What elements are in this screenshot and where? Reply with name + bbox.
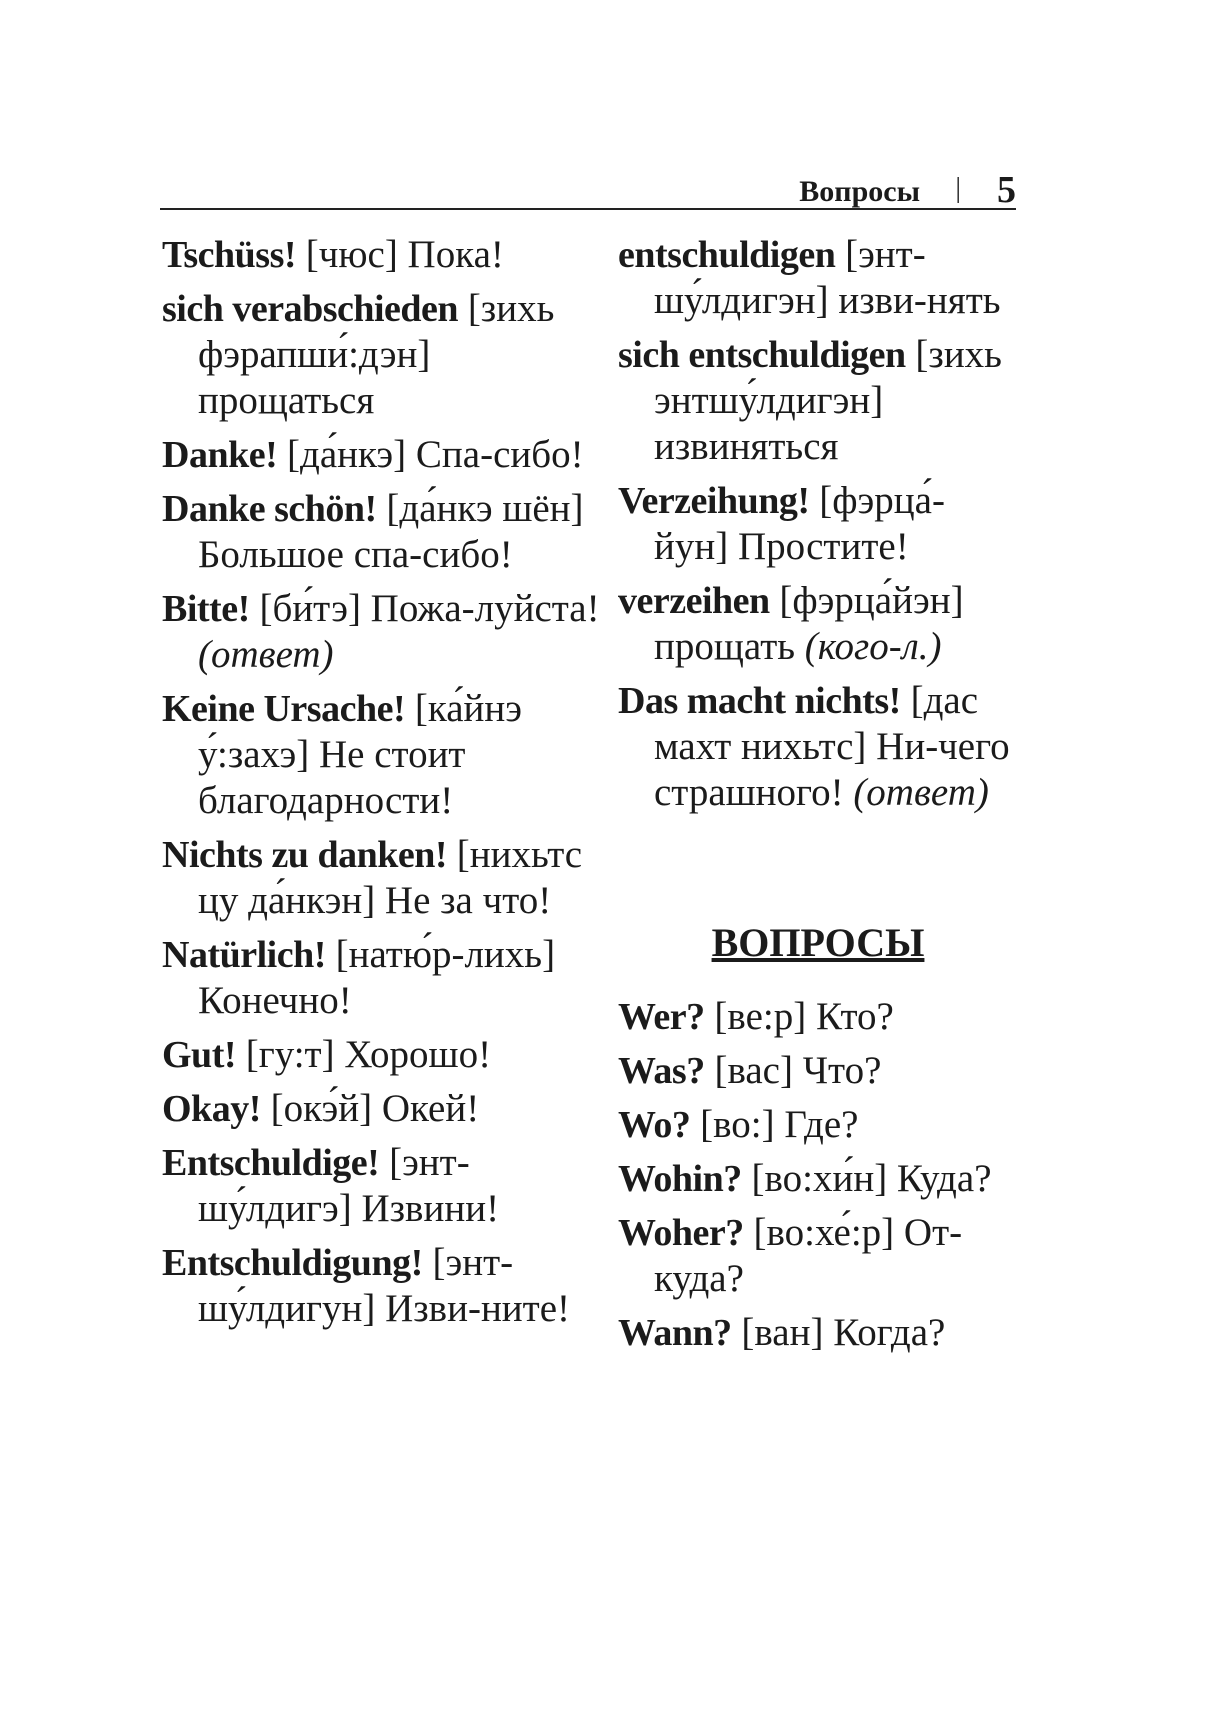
german-term: Wo? [618,1104,691,1146]
german-term: entschuldigen [618,234,836,276]
translation: [да́нкэ шён] Большое спа-сибо! [198,487,584,576]
translation: [зихь фэрапши́:дэн] прощаться [198,287,555,422]
german-term: sich verabschieden [162,288,459,330]
translation: [ве:р] Кто? [704,995,894,1038]
translation: [энт-шу́лдигэ] Извини! [198,1141,500,1230]
running-header [160,168,1016,210]
questions-heading: ВОПРОСЫ [711,920,925,965]
entry-gut [162,1032,602,1078]
usage-note: (ответ) [853,771,989,814]
entry-das-macht-nichts [618,678,1018,816]
translation: [фэрца́-йун] Простите! [654,479,945,568]
german-term: Wohin? [618,1158,742,1200]
german-term: Danke! [162,434,278,476]
german-term: Tschüss! [162,234,297,276]
translation: [энт-шу́лдигун] Изви-ните! [198,1241,571,1330]
translation: [натю́р-лихь] Конечно! [198,933,556,1022]
german-term: Bitte! [162,588,250,630]
entry-wann [618,1310,1018,1356]
header-separator: | [955,173,961,204]
translation: [би́тэ] Пожа-луйста! [249,587,600,630]
entry-okay [162,1086,602,1132]
translation: [да́нкэ] Спа-сибо! [277,433,584,476]
entry-wer [618,994,1018,1040]
german-term: Wann? [618,1312,732,1354]
page-number: 5 [997,169,1016,211]
german-term: Danke schön! [162,488,377,530]
translation: [во:] Где? [690,1103,859,1146]
entry-entschuldigen [618,232,1018,324]
right-column [618,232,1018,1364]
german-term: Gut! [162,1034,236,1076]
entry-sich-verabschieden [162,286,602,424]
usage-note: (ответ) [198,633,334,676]
entry-woher [618,1210,1018,1302]
entry-tschuess [162,232,602,278]
german-term: Wer? [618,996,705,1038]
german-term: sich entschuldigen [618,334,906,376]
usage-note: (кого-л.) [804,625,942,668]
translation: [дас махт нихьтс] Ни-чего страшного! [654,679,1010,814]
german-term: Entschuldige! [162,1142,380,1184]
translation: [вас] Что? [704,1049,882,1092]
left-column [162,232,602,1340]
translation: [нихьтс цу да́нкэн] Не за что! [198,833,583,922]
translation: [энт-шу́лдигэн] изви-нять [654,233,1001,322]
german-term: Verzeihung! [618,480,810,522]
entry-nichts-zu-danken [162,832,602,924]
translation: [фэрца́йэн] прощать [654,579,964,668]
entry-was [618,1048,1018,1094]
german-term: Keine Ursache! [162,688,406,730]
entry-verzeihung [618,478,1018,570]
german-term: Natürlich! [162,934,326,976]
german-term: Entschuldigung! [162,1242,423,1284]
german-term: Was? [618,1050,705,1092]
entry-wohin [618,1156,1018,1202]
entry-entschuldigung [162,1240,602,1332]
german-term: Nichts zu danken! [162,834,447,876]
entry-entschuldige [162,1140,602,1232]
translation: [во:хе́:р] От-куда? [654,1211,963,1300]
german-term: verzeihen [618,580,770,622]
german-term: Okay! [162,1088,261,1130]
translation: [окэ́й] Окей! [260,1087,480,1130]
entry-bitte [162,586,602,678]
entry-keine-ursache [162,686,602,824]
translation: [ван] Когда? [731,1311,946,1354]
entry-danke-schoen [162,486,602,578]
translation: [ка́йнэ у́:захэ] Не стоит благодарности! [198,687,522,822]
translation: [зихь энтшу́лдигэн] извиняться [654,333,1002,468]
german-term: Das macht nichts! [618,680,901,722]
translation: [во:хи́н] Куда? [741,1157,992,1200]
entry-natuerlich [162,932,602,1024]
entry-verzeihen [618,578,1018,670]
running-section-title: Вопросы [799,175,920,208]
entry-sich-entschuldigen [618,332,1018,470]
translation: [чюс] Пока! [296,233,504,276]
german-term: Woher? [618,1212,744,1254]
entry-danke [162,432,602,478]
entry-wo [618,1102,1018,1148]
translation: [гу:т] Хорошо! [236,1033,492,1076]
